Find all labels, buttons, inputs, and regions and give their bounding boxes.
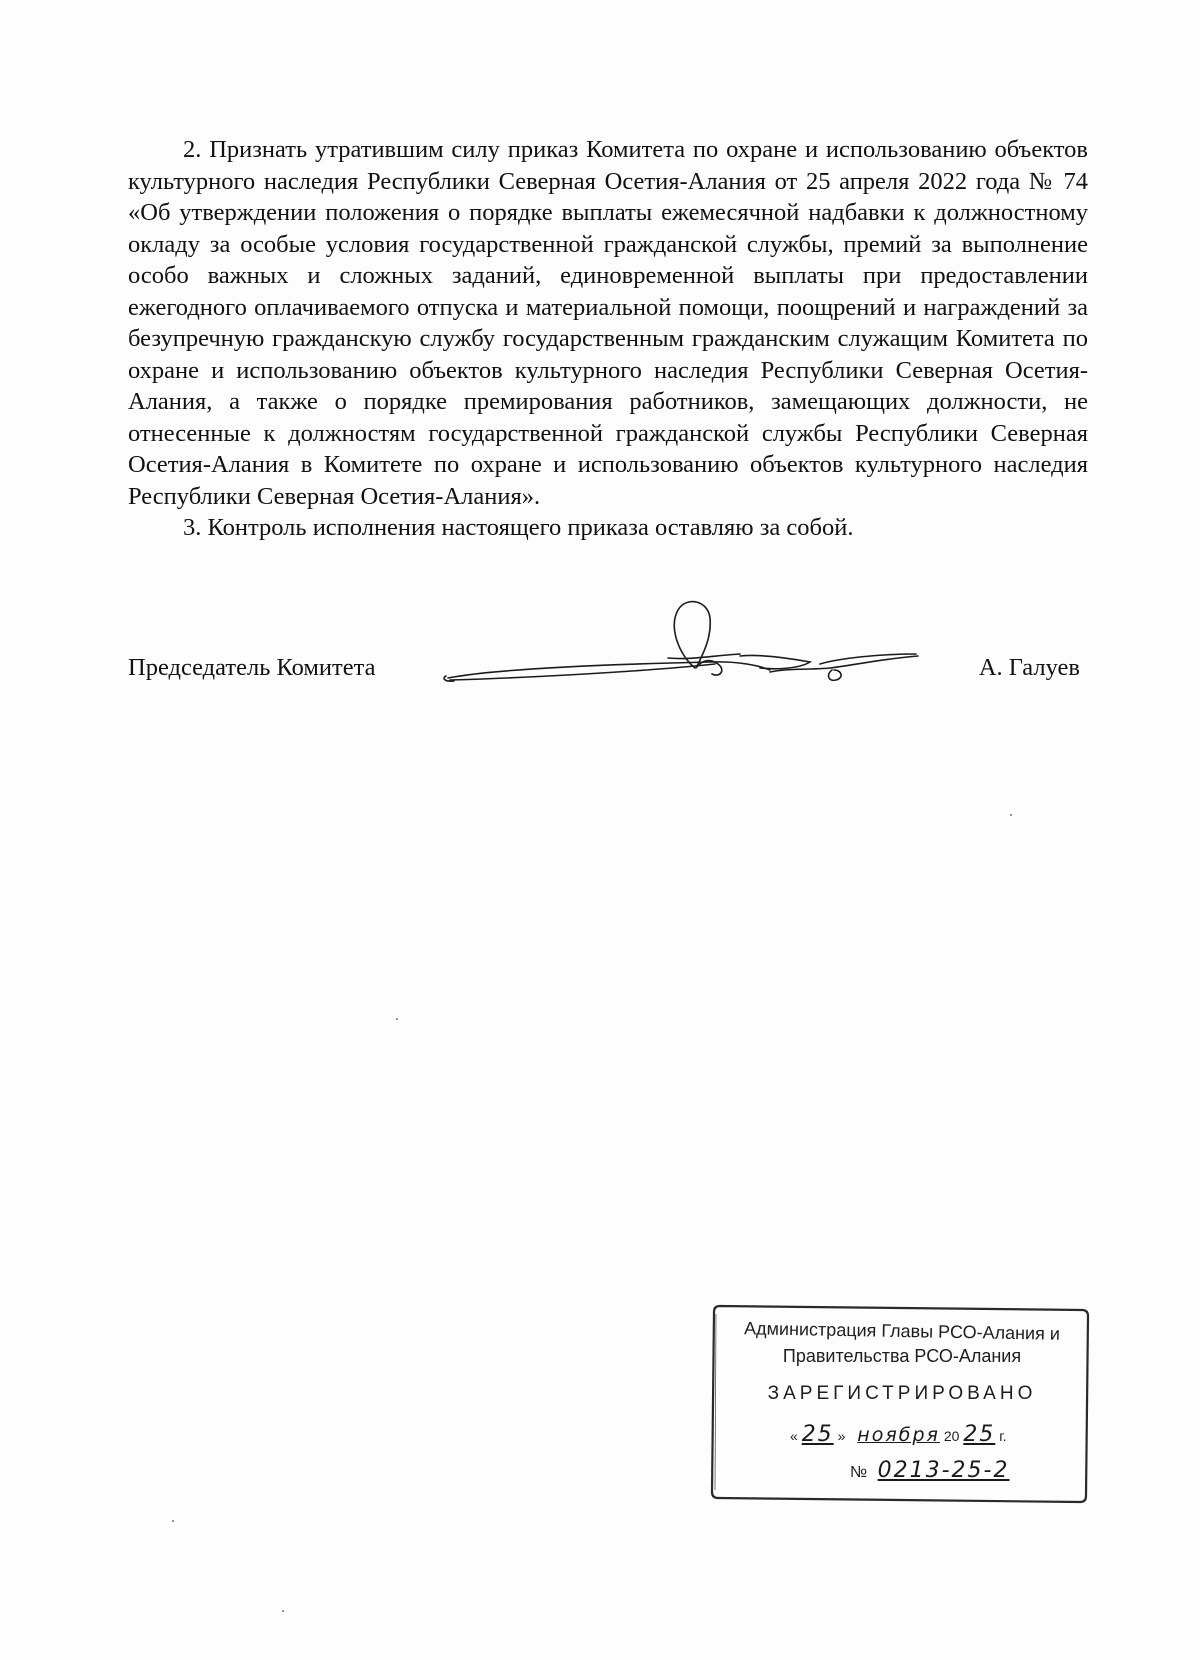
registration-stamp [710,1300,1094,1504]
stamp-status: ЗАРЕГИСТРИРОВАНО [767,1383,1037,1404]
stamp-number [850,1458,1080,1492]
stamp-date-close-quote: » [837,1428,846,1444]
scan-speck [172,1520,174,1522]
stamp-date-open-quote: « [790,1428,798,1444]
stamp-number-label: № [850,1464,868,1481]
signer-name: А. Галуев [978,654,1080,681]
stamp-number-value: 0213-25-2 [877,1458,1010,1483]
stamp-organization-line-1: Администрация Главы РСО-Алания и [743,1318,1061,1344]
scan-speck [1010,814,1012,816]
stamp-date-year-suffix: г. [999,1428,1007,1444]
stamp-organization-line-2: Правительства РСО-Алания [782,1346,1022,1366]
signer-position: Председатель Комитета [128,654,376,681]
paragraph-3: 3. Контроль исполнения настоящего приказа оставляю за собой. [183,514,854,541]
scan-speck [282,1610,284,1612]
stamp-date-year-prefix: 20 [943,1428,960,1444]
stamp-date-year: 25 [963,1422,996,1447]
paragraph-2: 2. Признать утратившим силу приказ Комитета по охране и использованию объектов культурного наследия Республики Северная Осетия-Алания от 25 апреля 2022 года № 74 «Об утверждении положения о порядке выплаты ежемесячной надбавки к должностному окладу за особые условия государственной гражданской службы, премий за выполнение особо важных и сложных заданий, единовременной выплаты при предоставлении ежегодного оплачиваемого отпуска и материальной помощи, поощрений и награждений за безупречную гражданскую службу государственным гражданским служащим Комитета по охране и использованию объектов культурного наследия Республики Северная Осетия-Алания, а также о порядке премирования работников, замещающих должности, не отнесенные к должностям государственной гражданской службы Республики Северная Осетия-Алания в Комитете по охране и использованию объектов культурного наследия Республики Северная Осетия-Алания». [128,136,1088,510]
stamp-date-month: ноября [857,1424,940,1446]
stamp-date [790,1422,1080,1456]
handwritten-signature [440,598,920,728]
scan-speck [396,1018,398,1020]
document-body [128,134,1088,544]
stamp-date-day: 25 [801,1422,834,1447]
